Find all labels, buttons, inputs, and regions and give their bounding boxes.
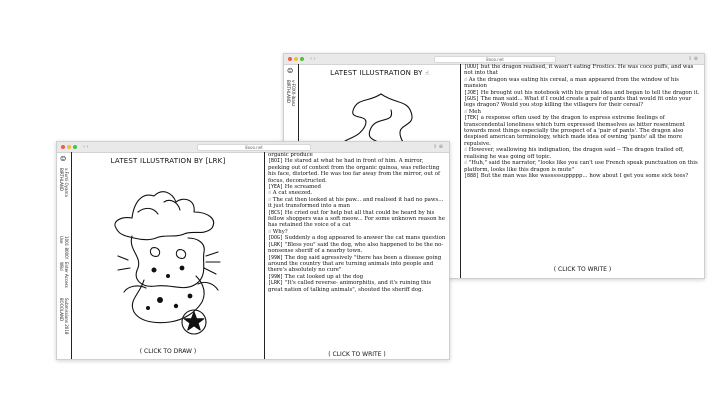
story-entry: [BOI] He stared at what he had in front of him. A mirror, peeking out of context from the organic quinoa, was reflecting his face, distorted. He was too far away from the mirror, out of focus, deconstructed. [268, 158, 440, 184]
story-pane [461, 64, 704, 278]
nav-arrows-icon[interactable]: ‹ › [83, 144, 89, 150]
story-pane [265, 152, 449, 359]
click-to-draw-button[interactable]: ( CLICK TO DRAW ) [139, 348, 197, 355]
illustration-title-text: LATEST ILLUSTRATION BY [330, 69, 423, 77]
illustration-pane [72, 152, 265, 359]
sidebar [57, 152, 72, 359]
sidebar-credit: x.Fumi Oyama [64, 168, 69, 197]
story-entry: [99W] The dog said agressively "there has been a disease going around the country that are turning animals into people and there's absolutely no cure" [268, 254, 442, 274]
nav-arrows-icon[interactable]: ‹ › [310, 56, 316, 62]
logo-icon[interactable]: ☺ [60, 155, 67, 163]
illustration-title: LATEST ILLUSTRATION BY [LRK] [110, 157, 226, 165]
toolbar-icons[interactable]: ⇪ ⊕ [688, 56, 698, 62]
address-bar[interactable]: 8ooo.net [434, 56, 556, 63]
maximize-button[interactable] [300, 57, 304, 61]
story-entry: [DOG] Suddenly a dog appeared to answer the cat mans question [268, 235, 446, 242]
sidebar-link[interactable]: 1001 8000! [64, 236, 69, 260]
toolbar-icons[interactable]: ⇪ ⊕ [433, 144, 443, 150]
sidebar-link[interactable]: Wild [59, 262, 64, 271]
click-to-write-button[interactable]: ( CLICK TO WRITE ) [553, 266, 612, 273]
story-entry: ☝ However, swallowing his indignation, the dragon said -- The dragon trailed off, realising he was going off topic. [464, 147, 684, 160]
story-entry: [BCS] He cried out for help but all that could be heard by his fellow shoppers was a soft meow... For some unknown reason he has retained the voice of a cat [268, 209, 445, 229]
story-entry: [JOE] He brought out his notebook with his great idea and began to tell the dragon it. [464, 89, 700, 96]
story-entry: [LRK] "Bless you" said the dog, who also happened to be the no-nonsense sheriff of a nearby town. [268, 241, 444, 255]
story-entry: ☝ Why? [268, 228, 288, 235]
sidebar-site-name: BIRTHLAND [286, 80, 291, 103]
sidebar-link[interactable]: Submissions 2018 [64, 298, 69, 335]
story-entry: ☝ "Huh," said the narrator, "looks like you can't use French speak punctuation on this platform, looks like this dragon is mute" [464, 160, 698, 173]
logo-icon[interactable]: ☺ [287, 67, 294, 75]
cowboy-cat-illustration [72, 172, 264, 342]
illustration-title [299, 69, 460, 77]
story-entry: ☝ A cat sneezed. [268, 190, 313, 197]
close-button[interactable] [61, 145, 65, 149]
sidebar-link[interactable]: Use [59, 236, 64, 244]
story-entry: ☝ Meh [464, 108, 481, 115]
story-entry: ☝ As the dragon was eating his cereal, a man appeared from the window of his mansion [464, 76, 679, 90]
story-entry: [LRK] "It's called reverse- animorphitis, and it's ruining this great nation of talking animals", shouted the sheriff dog. [268, 280, 432, 293]
story-entry: [99W] The cat looked up at the dog [268, 273, 364, 280]
story-text [268, 152, 446, 293]
story-entry: [GUS] The man said... What if I could create a pair of pants that would fit onto your legs dragon? Would you stop killing the villagers for their cereal? [464, 96, 692, 109]
story-entry: organic produce [268, 152, 313, 158]
story-text [464, 64, 701, 179]
maximize-button[interactable] [73, 145, 77, 149]
story-entry: ☝ The cat then looked at his paw... and realised it had no paws... it just transformed into a man [268, 196, 444, 210]
minimize-button[interactable] [294, 57, 298, 61]
sidebar-site-name: BIRTHLAND [59, 168, 64, 191]
hand-icon: ☝ [425, 70, 429, 77]
story-entry: [TEK] a response often used by the dragon to express extreme feelings of transcendental loneliness which turn expressed themselves as bitter resentment towards most things especially the prospect of a 'pair of pants'. The dragon also despised american terminology, which made idea of owning 'pants' all the more repulsive. [464, 115, 685, 147]
browser-window-front [56, 141, 450, 360]
click-to-write-button[interactable]: ( CLICK TO WRITE ) [328, 351, 386, 358]
story-entry: [888] But the man was like wasssssuppppp... how about I get you some sick tees? [464, 172, 689, 179]
close-button[interactable] [288, 57, 292, 61]
address-bar[interactable]: 8ooo.net [197, 144, 311, 151]
sidebar-credit: v-FOXX-ibanz [291, 80, 296, 107]
sidebar-link[interactable]: Enter Access [64, 262, 69, 288]
story-entry: [UUU] but the dragon realised, it wasn't eating Frostics. He was coco puffs, and was not into that [464, 64, 694, 77]
sidebar-link[interactable]: 8OOOLAND [59, 298, 64, 322]
minimize-button[interactable] [67, 145, 71, 149]
story-entry: [YEA] He screamed [268, 184, 321, 191]
